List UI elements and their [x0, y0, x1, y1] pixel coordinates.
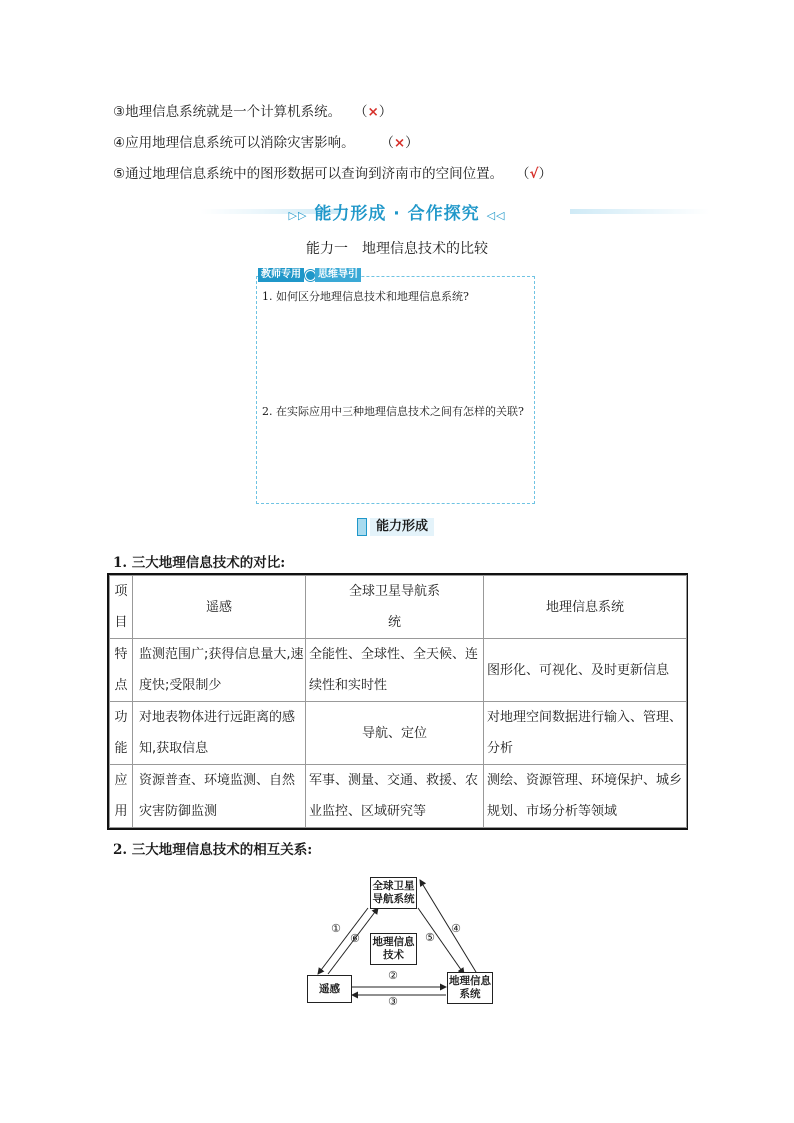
judgment-text: ④应用地理信息系统可以消除灾害影响。: [113, 135, 355, 151]
thinking-guide-box: [256, 276, 535, 504]
teacher-tag: 教师专用: [258, 268, 304, 282]
arrow-right-icon: ▷▷: [288, 209, 308, 222]
cell-rs: 资源普查、环境监测、自然灾害防御监测: [133, 765, 306, 828]
cell-gnss: 导航、定位: [306, 702, 484, 765]
arrow-4: [420, 880, 476, 972]
comparison-table: [109, 575, 687, 828]
cell-rs: 监测范围广;获得信息量大,速度快;受限制少: [133, 639, 306, 702]
guide-tag: 思维导引: [315, 268, 361, 282]
arrow-left-icon: ◁◁: [486, 209, 506, 222]
judgment-5: ⑤通过地理信息系统中的图形数据可以查询到济南市的空间位置。 （√）: [113, 166, 552, 182]
table-row: [110, 702, 687, 765]
remote-sensing-box: 遥感: [307, 975, 352, 1003]
arrow-1: [318, 908, 368, 974]
section-1-title: 1. 三大地理信息技术的对比:: [113, 555, 286, 571]
label-1: ①: [331, 922, 341, 935]
label-5: ⑤: [425, 931, 435, 944]
judgment-4: ④应用地理信息系统可以消除灾害影响。 （×）: [113, 135, 419, 151]
wrong-mark-icon: ×: [393, 135, 406, 151]
table-row: [110, 639, 687, 702]
section-banner: [0, 199, 794, 224]
gnss-box: 全球卫星导航系统: [370, 877, 417, 909]
header-gnss: 全球卫星导航系统: [306, 576, 484, 639]
cell-rs: 对地表物体进行远距离的感知,获取信息: [133, 702, 306, 765]
cell-gis: 图形化、可视化、及时更新信息: [484, 639, 687, 702]
cell-gis: 测绘、资源管理、环境保护、城乡规划、市场分析等领域: [484, 765, 687, 828]
ability-title: 能力一 地理信息技术的比较: [306, 241, 488, 257]
judgment-text: ⑤通过地理信息系统中的图形数据可以查询到济南市的空间位置。: [113, 166, 504, 182]
judgment-text: ③地理信息系统就是一个计算机系统。: [113, 104, 342, 120]
banner-title: 能力形成 · 合作探究: [314, 204, 480, 224]
gis-box: 地理信息系统: [447, 972, 493, 1004]
row-label: 功能: [110, 702, 133, 765]
book-icon: [357, 518, 367, 536]
row-label: 特点: [110, 639, 133, 702]
cell-gis: 对地理空间数据进行输入、管理、分析: [484, 702, 687, 765]
label-2: ②: [388, 969, 398, 982]
section-2-title: 2. 三大地理信息技术的相互关系:: [113, 842, 313, 858]
cell-gnss: 全能性、全球性、全天候、连续性和实时性: [306, 639, 484, 702]
judgment-3: ③地理信息系统就是一个计算机系统。 （×）: [113, 104, 393, 120]
guide-question-2: 2. 在实际应用中三种地理信息技术之间有怎样的关联?: [262, 405, 524, 418]
label-6: ⑥: [350, 932, 360, 945]
table-row: [110, 765, 687, 828]
header-item: 项目: [110, 576, 133, 639]
header-remote-sensing: 遥感: [133, 576, 306, 639]
row-label: 应用: [110, 765, 133, 828]
label-4: ④: [451, 922, 461, 935]
header-gis: 地理信息系统: [484, 576, 687, 639]
geo-tech-box: 地理信息技术: [370, 933, 417, 965]
label-3: ③: [388, 995, 398, 1008]
table-header-row: [110, 576, 687, 639]
ability-badge: 能力形成: [370, 518, 434, 536]
wrong-mark-icon: ×: [367, 104, 379, 120]
guide-question-1: 1. 如何区分地理信息技术和地理信息系统?: [262, 290, 469, 303]
cell-gnss: 军事、测量、交通、救援、农业监控、区域研究等: [306, 765, 484, 828]
check-mark-icon: √: [529, 166, 539, 182]
